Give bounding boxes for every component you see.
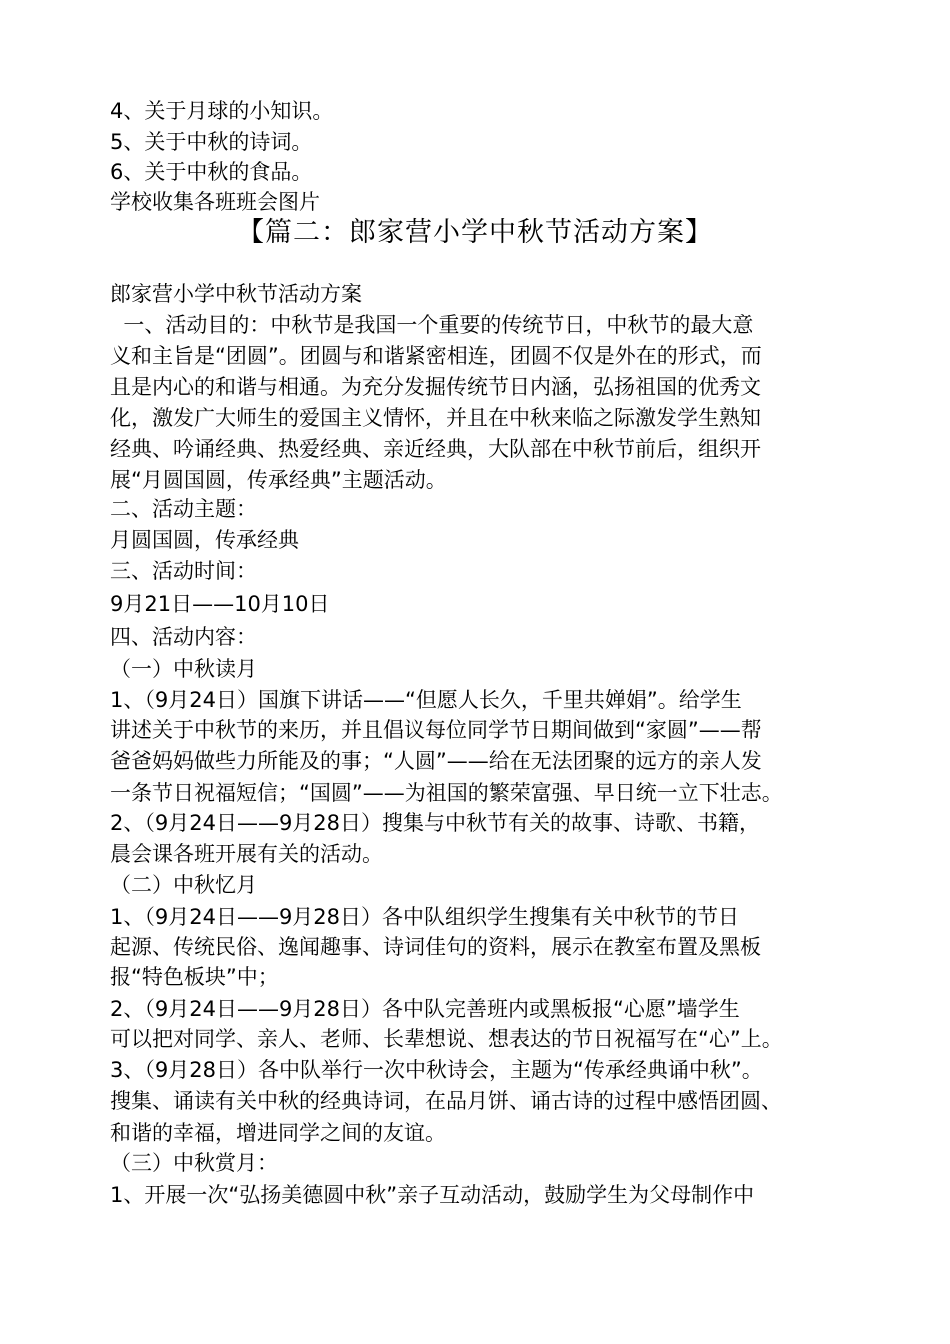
paragraph-line: 月圆国圆，传承经典: [110, 528, 299, 552]
paragraph-line: 2、（9月24日——9月28日）各中队完善班内或黑板报“心愿”墙学生: [110, 997, 740, 1021]
paragraph-line: 1、（9月24日——9月28日）各中队组织学生搜集有关中秋节的节日: [110, 905, 740, 929]
paragraph-line: 爸爸妈妈做些力所能及的事；“人圆”——给在无法团聚的远方的亲人发: [110, 749, 762, 773]
paragraph-line: 2、（9月24日——9月28日）搜集与中秋节有关的故事、诗歌、书籍，: [110, 811, 761, 835]
paragraph-line: 经典、吟诵经典、热爱经典、亲近经典，大队部在中秋节前后，组织开: [110, 437, 761, 461]
paragraph-line: 讲述关于中秋节的来历，并且倡议每位同学节日期间做到“家圆”——帮: [110, 718, 762, 742]
paragraph-line: 起源、传统民俗、逸闻趣事、诗词佳句的资料，展示在教室布置及黑板: [110, 935, 761, 959]
list-item-6: 6、关于中秋的食品。: [110, 160, 313, 184]
paragraph-line: 1、（9月24日）国旗下讲话——“但愿人长久，千里共婵娟”。给学生: [110, 688, 742, 712]
list-item-4: 4、关于月球的小知识。: [110, 99, 334, 123]
section-heading: 三、活动时间：: [110, 559, 257, 583]
subsection-heading: （三）中秋赏月：: [110, 1151, 278, 1175]
doc-heading: 郎家营小学中秋节活动方案: [110, 282, 362, 306]
paragraph-line: 一条节日祝福短信；“国圆”——为祖国的繁荣富强、早日统一立下壮志。: [110, 781, 783, 805]
paragraph-line: 晨会课各班开展有关的活动。: [110, 842, 383, 866]
list-item-5: 5、关于中秋的诗词。: [110, 130, 313, 154]
section-heading: 四、活动内容：: [110, 625, 257, 649]
paragraph-line: 3、（9月28日）各中队举行一次中秋诗会，主题为“传承经典诵中秋”。: [110, 1058, 763, 1082]
note-line: 学校收集各班班会图片: [110, 190, 320, 214]
paragraph-line: 可以把对同学、亲人、老师、长辈想说、想表达的节日祝福写在“心”上。: [110, 1027, 783, 1051]
paragraph-line: 1、开展一次“弘扬美德圆中秋”亲子互动活动，鼓励学生为父母制作中: [110, 1183, 755, 1207]
paragraph-line: 搜集、诵读有关中秋的经典诗词，在品月饼、诵古诗的过程中感悟团圆、: [110, 1089, 782, 1113]
paragraph-line: 化，激发广大师生的爱国主义情怀，并且在中秋来临之际激发学生熟知: [110, 406, 761, 430]
paragraph-line: 9月21日——10月10日: [110, 592, 330, 616]
paragraph-line: 展“月圆国圆，传承经典”主题活动。: [110, 468, 447, 492]
subsection-heading: （二）中秋忆月: [110, 873, 257, 897]
section-heading: 二、活动主题：: [110, 497, 257, 521]
section-title: 【篇二：郎家营小学中秋节活动方案】: [237, 217, 713, 248]
paragraph-line: 义和主旨是“团圆”。团圆与和谐紧密相连，团圆不仅是外在的形式，而: [110, 344, 762, 368]
paragraph-line: 一、活动目的：中秋节是我国一个重要的传统节日，中秋节的最大意: [110, 313, 754, 337]
subsection-heading: （一）中秋读月: [110, 657, 257, 681]
paragraph-line: 报“特色板块”中；: [110, 965, 279, 989]
paragraph-line: 且是内心的和谐与相通。为充分发掘传统节日内涵，弘扬祖国的优秀文: [110, 375, 761, 399]
paragraph-line: 和谐的幸福，增进同学之间的友谊。: [110, 1121, 446, 1145]
